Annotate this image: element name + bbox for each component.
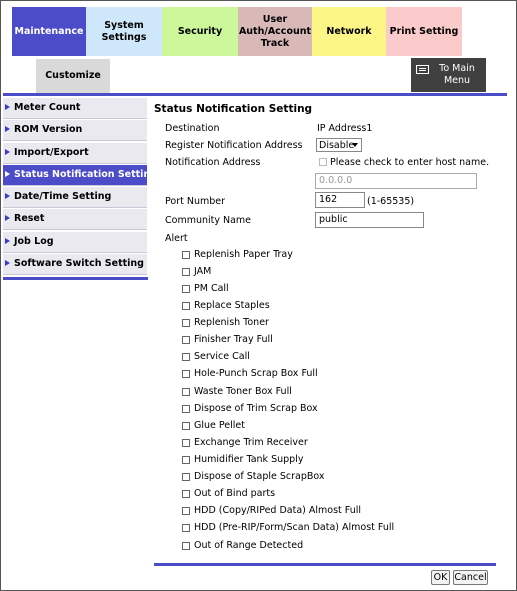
alert-item-label: Hole-Punch Scrap Box Full bbox=[194, 368, 318, 379]
notification-address-label: Notification Address bbox=[165, 157, 261, 168]
alert-item-label: Dispose of Staple ScrapBox bbox=[194, 471, 325, 482]
alert-item-label: Glue Pellet bbox=[194, 420, 245, 431]
alert-item-label: Humidifier Tank Supply bbox=[194, 454, 304, 465]
destination-value: IP Address1 bbox=[317, 123, 373, 134]
sidebar-item-label: Software Switch Setting bbox=[14, 258, 144, 270]
arrow-right-icon bbox=[5, 238, 10, 244]
arrow-right-icon bbox=[5, 126, 10, 132]
sidebar bbox=[3, 98, 158, 276]
alert-checkbox[interactable] bbox=[182, 388, 190, 396]
sidebar-item-rom-version[interactable] bbox=[3, 120, 147, 141]
tab-customize[interactable]: Customize bbox=[36, 59, 110, 93]
sidebar-item-label: Meter Count bbox=[14, 102, 81, 113]
port-number-range: (1-65535) bbox=[367, 196, 415, 207]
tab-network[interactable]: Network bbox=[312, 7, 386, 56]
alert-item-label: Service Call bbox=[194, 351, 250, 362]
alert-item-label: Exchange Trim Receiver bbox=[194, 437, 308, 448]
community-name-label: Community Name bbox=[165, 215, 252, 226]
alert-checkbox[interactable] bbox=[182, 473, 190, 481]
to-main-menu-line-1: To Main bbox=[439, 63, 475, 74]
port-number-input[interactable]: 162 bbox=[315, 192, 365, 208]
chevron-down-icon bbox=[352, 143, 358, 147]
to-main-menu-label bbox=[431, 63, 483, 87]
notification-address-input[interactable]: 0.0.0.0 bbox=[315, 173, 477, 189]
sidebar-item-label: Date/Time Setting bbox=[14, 191, 112, 203]
sidebar-item-status-notification-setting[interactable] bbox=[3, 165, 158, 186]
sidebar-item-label: Import/Export bbox=[14, 146, 89, 158]
register-notification-address-value: Disable bbox=[319, 140, 355, 151]
top-divider bbox=[3, 93, 507, 96]
alert-checkbox[interactable] bbox=[182, 285, 190, 293]
arrow-right-icon bbox=[5, 260, 10, 266]
arrow-right-icon bbox=[5, 193, 10, 199]
alert-checkbox[interactable] bbox=[182, 353, 190, 361]
tab-maintenance[interactable]: Maintenance bbox=[12, 7, 86, 56]
tab-user-auth-line-3: Track bbox=[260, 37, 290, 49]
ok-button[interactable]: OK bbox=[431, 570, 450, 585]
alert-item-label: PM Call bbox=[194, 283, 229, 294]
arrow-right-icon bbox=[5, 104, 10, 110]
tab-user-auth-line-1: User bbox=[262, 13, 288, 25]
sidebar-item-import-export[interactable] bbox=[3, 143, 147, 164]
page-title: Status Notification Setting bbox=[154, 103, 313, 115]
sidebar-item-date-time-setting[interactable] bbox=[3, 187, 147, 208]
register-notification-address-label: Register Notification Address bbox=[165, 140, 303, 151]
alert-item-label: Replenish Toner bbox=[194, 317, 269, 328]
alert-checkbox[interactable] bbox=[182, 542, 190, 550]
alert-checkbox[interactable] bbox=[182, 405, 190, 413]
sidebar-item-label: ROM Version bbox=[14, 124, 83, 136]
destination-label: Destination bbox=[165, 123, 220, 134]
alert-checkbox[interactable] bbox=[182, 336, 190, 344]
alert-checkbox[interactable] bbox=[182, 524, 190, 532]
alert-item-label: Finisher Tray Full bbox=[194, 334, 273, 345]
host-name-checkbox[interactable] bbox=[319, 158, 327, 166]
alert-checkbox[interactable] bbox=[182, 302, 190, 310]
tab-security[interactable]: Security bbox=[162, 7, 238, 56]
to-main-menu-line-2: Menu bbox=[443, 75, 471, 86]
menu-list-icon bbox=[416, 65, 429, 74]
arrow-right-icon bbox=[5, 215, 10, 221]
alert-item-label: Waste Toner Box Full bbox=[194, 386, 292, 397]
community-name-input[interactable]: public bbox=[315, 212, 424, 228]
host-name-checkbox-label: Please check to enter host name. bbox=[330, 157, 490, 168]
alert-item-label: Out of Range Detected bbox=[194, 540, 304, 551]
alert-label: Alert bbox=[165, 233, 188, 244]
alert-checkbox[interactable] bbox=[182, 422, 190, 430]
alert-checkbox[interactable] bbox=[182, 370, 190, 378]
sidebar-item-label: Status Notification Setting bbox=[14, 168, 158, 180]
register-notification-address-select[interactable] bbox=[316, 138, 362, 152]
alert-checkbox[interactable] bbox=[182, 251, 190, 259]
arrow-right-icon bbox=[5, 171, 10, 177]
alert-checkbox[interactable] bbox=[182, 268, 190, 276]
footer-divider bbox=[154, 563, 496, 566]
tab-user-auth-line-2: Auth/Account bbox=[238, 25, 312, 37]
tab-system-settings[interactable]: System Settings bbox=[86, 7, 162, 56]
port-number-label: Port Number bbox=[165, 196, 226, 207]
sidebar-divider bbox=[3, 277, 148, 280]
sidebar-item-meter-count[interactable] bbox=[3, 98, 147, 119]
alert-item-label: Replace Staples bbox=[194, 300, 270, 311]
alert-item-label: Dispose of Trim Scrap Box bbox=[194, 403, 318, 414]
sidebar-item-label: Reset bbox=[14, 213, 45, 225]
tab-user-auth-account-track[interactable] bbox=[238, 7, 312, 56]
alert-checkbox[interactable] bbox=[182, 456, 190, 464]
alert-item-label: JAM bbox=[194, 266, 212, 277]
alert-checkbox[interactable] bbox=[182, 439, 190, 447]
tab-print-setting[interactable]: Print Setting bbox=[386, 7, 462, 56]
sidebar-item-label: Job Log bbox=[14, 235, 54, 247]
sidebar-item-reset[interactable] bbox=[3, 209, 147, 230]
alert-item-label: Out of Bind parts bbox=[194, 488, 276, 499]
cancel-button[interactable]: Cancel bbox=[454, 572, 487, 583]
to-main-menu-button[interactable] bbox=[411, 58, 486, 92]
alert-item-label: Replenish Paper Tray bbox=[194, 249, 293, 260]
sidebar-item-job-log[interactable] bbox=[3, 232, 147, 253]
alert-checkbox[interactable] bbox=[182, 319, 190, 327]
alert-checkbox[interactable] bbox=[182, 507, 190, 515]
arrow-right-icon bbox=[5, 149, 10, 155]
alert-item-label: HDD (Copy/RIPed Data) Almost Full bbox=[194, 505, 362, 516]
alert-item-label: HDD (Pre-RIP/Form/Scan Data) Almost Full bbox=[194, 522, 395, 533]
sidebar-item-software-switch-setting[interactable] bbox=[3, 254, 147, 275]
alert-checkbox[interactable] bbox=[182, 490, 190, 498]
